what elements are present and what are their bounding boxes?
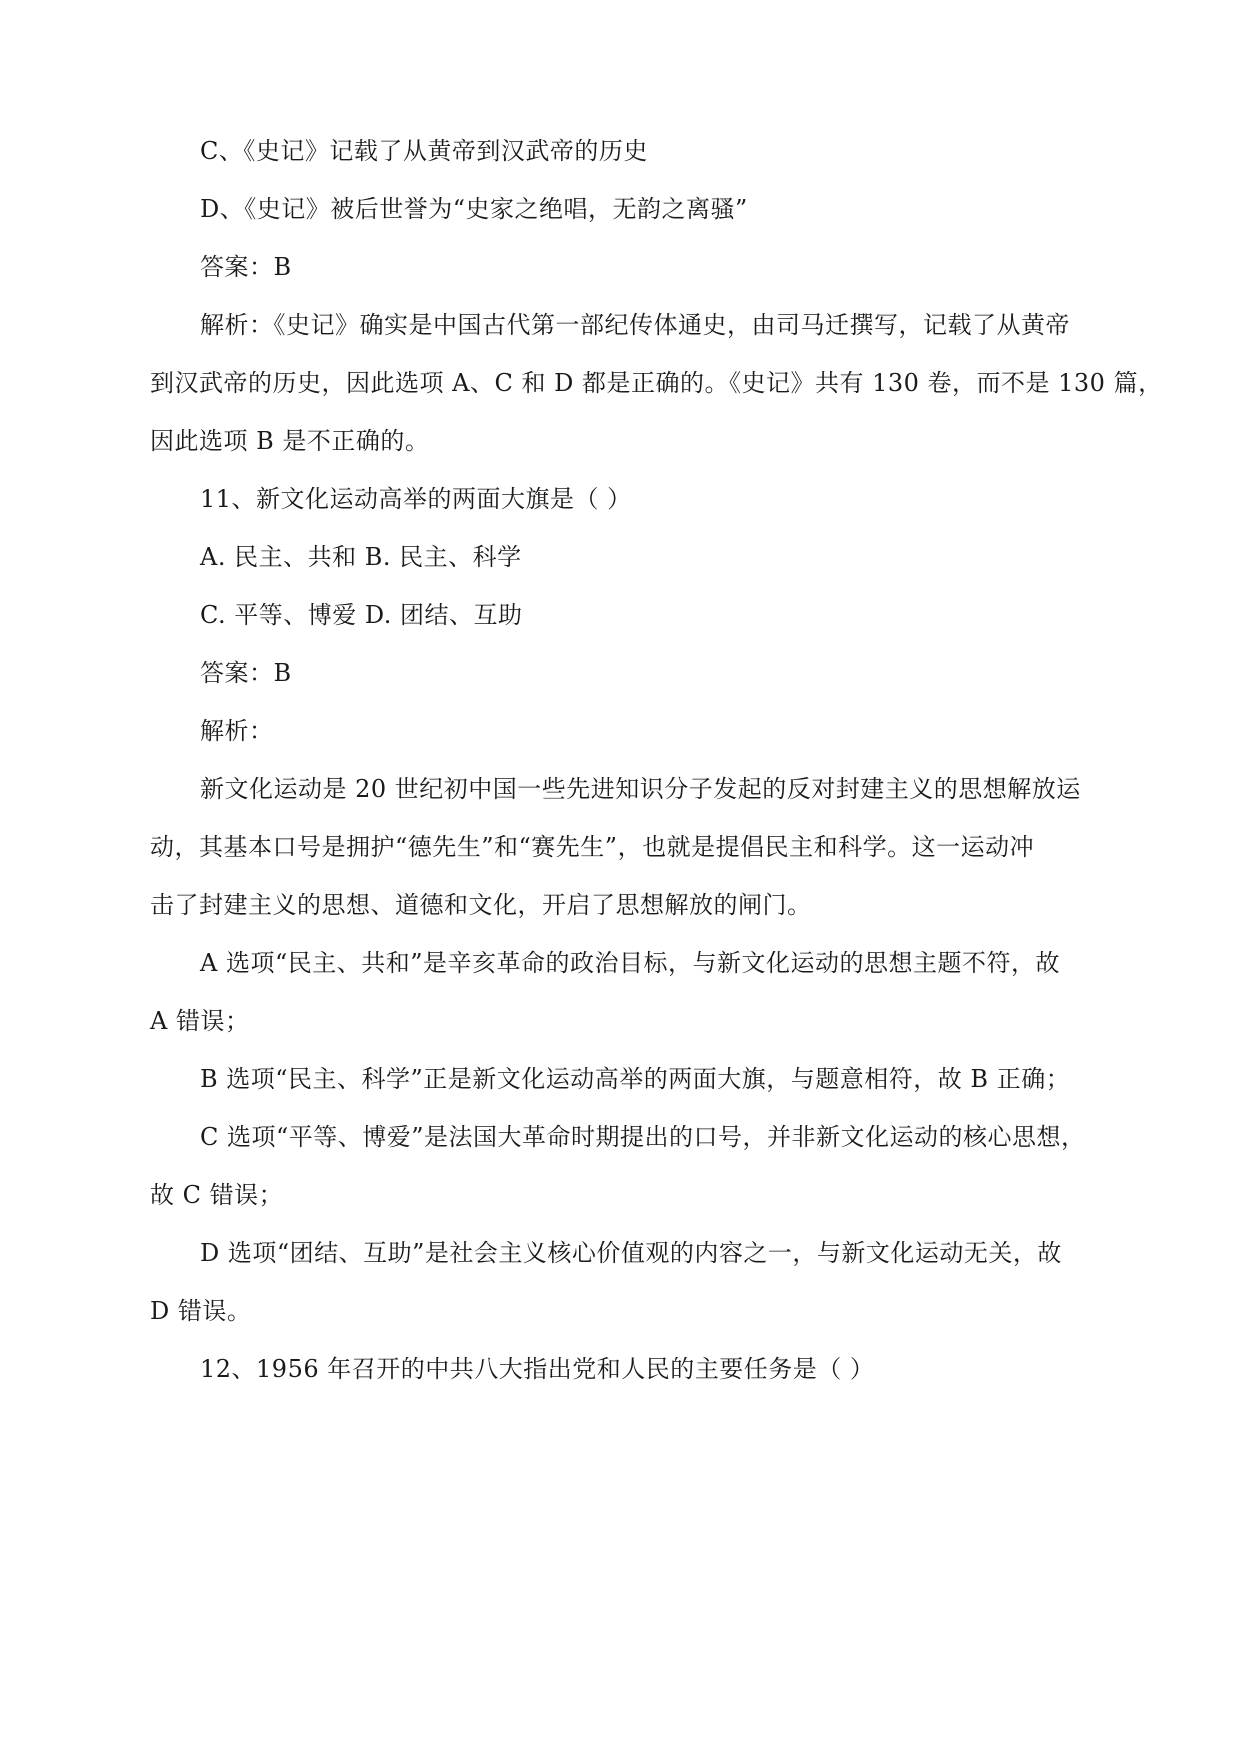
q11-analysis-label: 解析： (200, 717, 274, 745)
q11-options-ab: A. 民主、共和 B. 民主、科学 (200, 543, 522, 571)
q10-analysis-line-3: 因此选项 B 是不正确的。 (150, 427, 430, 455)
q11-analysis-d-line-2: D 错误。 (150, 1297, 252, 1325)
q10-analysis-line-1: 解析：《史记》确实是中国古代第一部纪传体通史，由司马迁撰写，记载了从黄帝 (200, 311, 1070, 339)
q11-analysis-a-line-2: A 错误； (150, 1007, 250, 1035)
q10-option-c: C、《史记》记载了从黄帝到汉武帝的历史 (200, 137, 648, 165)
q11-analysis-c-line-2: 故 C 错误； (150, 1181, 284, 1209)
q11-analysis-a-line-1: A 选项“民主、共和”是辛亥革命的政治目标，与新文化运动的思想主题不符，故 (200, 949, 1060, 977)
q10-analysis-line-2: 到汉武帝的历史，因此选项 A、C 和 D 都是正确的。《史记》共有 130 卷，而不是 130 篇， (150, 369, 1163, 397)
q11-analysis-line-2: 动，其基本口号是拥护“德先生”和“赛先生”，也就是提倡民主和科学。这一运动冲 (150, 833, 1035, 861)
q11-answer: 答案：B (200, 659, 292, 687)
q11-analysis-c-line-1: C 选项“平等、博爱”是法国大革命时期提出的口号，并非新文化运动的核心思想， (200, 1123, 1086, 1151)
q11-analysis-line-3: 击了封建主义的思想、道德和文化，开启了思想解放的闸门。 (150, 891, 812, 919)
q11-options-cd: C. 平等、博爱 D. 团结、互助 (200, 601, 523, 629)
q11-analysis-b: B 选项“民主、科学”正是新文化运动高举的两面大旗，与题意相符，故 B 正确； (200, 1065, 1071, 1093)
q10-option-d: D、《史记》被后世誉为“史家之绝唱，无韵之离骚” (200, 195, 748, 223)
q11-analysis-line-1: 新文化运动是 20 世纪初中国一些先进知识分子发起的反对封建主义的思想解放运 (200, 775, 1081, 803)
q11-analysis-d-line-1: D 选项“团结、互助”是社会主义核心价值观的内容之一，与新文化运动无关，故 (200, 1239, 1062, 1267)
q11-question: 11、新文化运动高举的两面大旗是（ ） (200, 485, 632, 513)
q10-answer: 答案：B (200, 253, 292, 281)
q12-question: 12、1956 年召开的中共八大指出党和人民的主要任务是（ ） (200, 1355, 875, 1383)
